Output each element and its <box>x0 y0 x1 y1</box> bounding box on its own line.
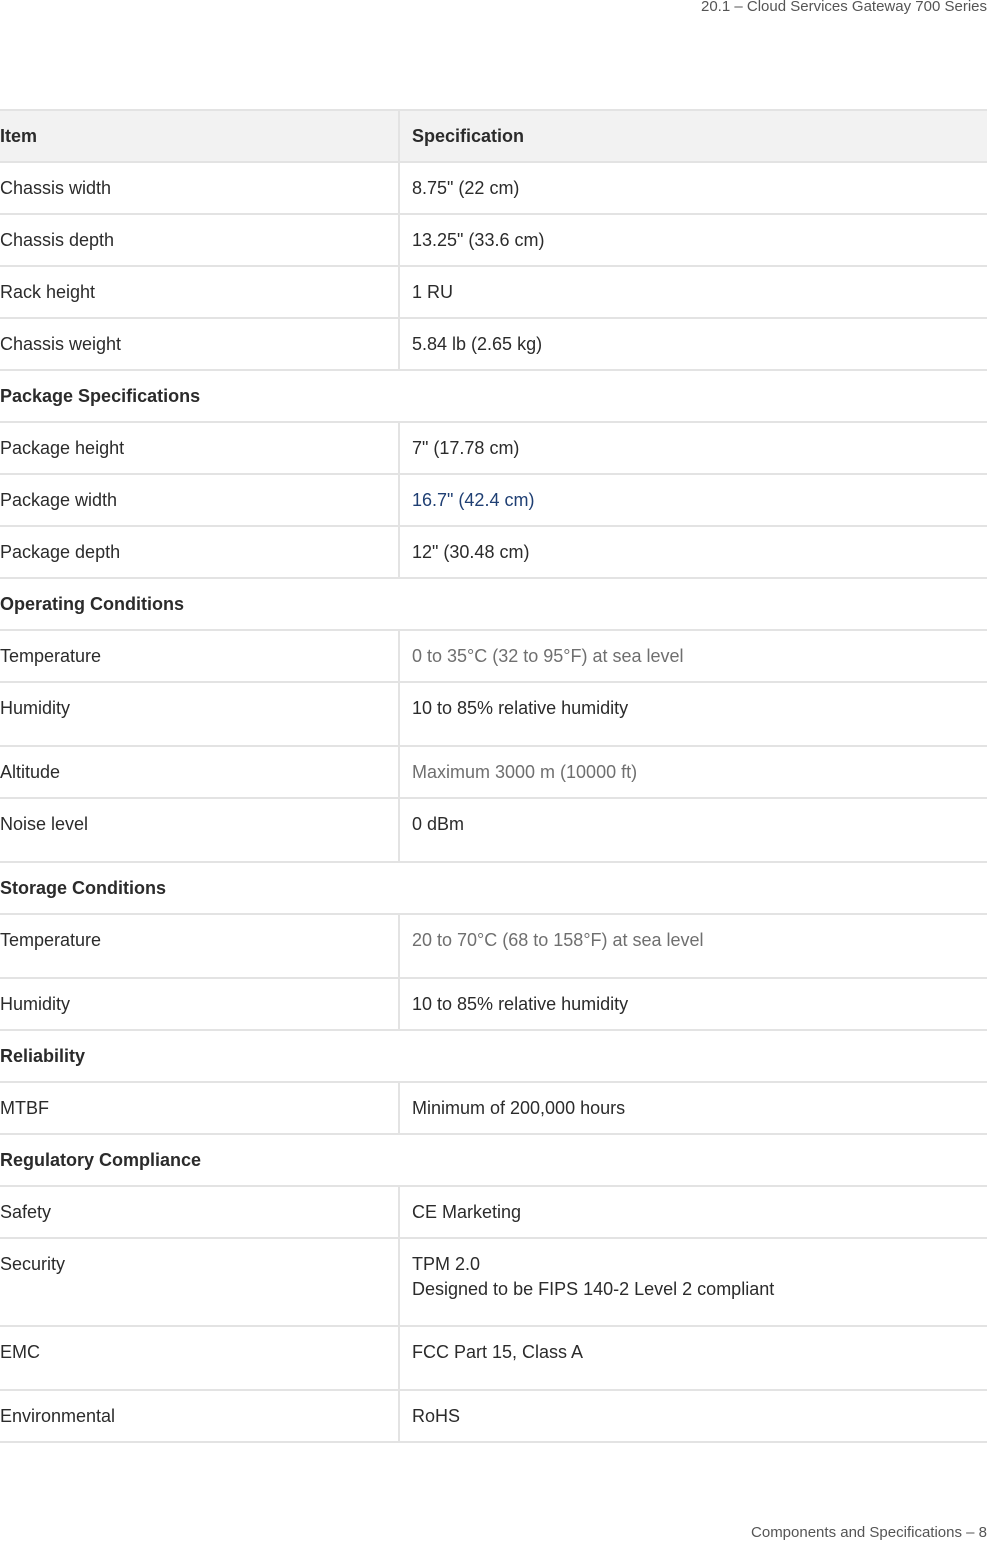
table-row <box>0 682 987 746</box>
value-cell: 1 RU <box>399 266 987 318</box>
section-heading-storage: Storage Conditions <box>0 862 987 914</box>
table-row <box>0 798 987 862</box>
section-heading-regulatory: Regulatory Compliance <box>0 1134 987 1186</box>
value-cell: CE Marketing <box>399 1186 987 1238</box>
table-row <box>0 914 987 978</box>
section-heading-row <box>0 1030 987 1082</box>
item-cell: Chassis weight <box>0 318 399 370</box>
item-cell: Package depth <box>0 526 399 578</box>
item-cell: Altitude <box>0 746 399 798</box>
item-cell: EMC <box>0 1326 399 1390</box>
table-row <box>0 1326 987 1390</box>
table-row <box>0 526 987 578</box>
item-cell: Noise level <box>0 798 399 862</box>
column-header-specification: Specification <box>399 110 987 162</box>
value-cell: 0 dBm <box>399 798 987 862</box>
table-row <box>0 474 987 526</box>
table-row <box>0 214 987 266</box>
value-line: TPM 2.0 <box>412 1254 481 1274</box>
item-cell: Package width <box>0 474 399 526</box>
item-cell: Chassis depth <box>0 214 399 266</box>
section-heading-reliability: Reliability <box>0 1030 987 1082</box>
value-cell <box>399 1238 987 1326</box>
value-line: Designed to be FIPS 140-2 Level 2 compliant <box>412 1279 775 1299</box>
table-row <box>0 1238 987 1326</box>
running-footer: Components and Specifications – 8 <box>751 1524 987 1541</box>
item-cell: Security <box>0 1238 399 1326</box>
item-cell: Humidity <box>0 682 399 746</box>
table-row <box>0 1390 987 1442</box>
value-cell: FCC Part 15, Class A <box>399 1326 987 1390</box>
section-heading-package: Package Specifications <box>0 370 987 422</box>
table-row <box>0 266 987 318</box>
value-cell: 8.75" (22 cm) <box>399 162 987 214</box>
section-heading-row <box>0 370 987 422</box>
item-cell: Package height <box>0 422 399 474</box>
value-cell: 16.7" (42.4 cm) <box>399 474 987 526</box>
table-row <box>0 318 987 370</box>
value-cell: 7" (17.78 cm) <box>399 422 987 474</box>
item-cell: MTBF <box>0 1082 399 1134</box>
running-header: 20.1 – Cloud Services Gateway 700 Series <box>701 0 987 15</box>
table-row <box>0 630 987 682</box>
section-heading-row <box>0 862 987 914</box>
column-header-item: Item <box>0 110 399 162</box>
item-cell: Temperature <box>0 630 399 682</box>
table-row <box>0 162 987 214</box>
table-row <box>0 978 987 1030</box>
item-cell: Humidity <box>0 978 399 1030</box>
section-heading-row <box>0 578 987 630</box>
item-cell: Safety <box>0 1186 399 1238</box>
item-cell: Environmental <box>0 1390 399 1442</box>
item-cell: Chassis width <box>0 162 399 214</box>
table-row <box>0 746 987 798</box>
table-row <box>0 1186 987 1238</box>
value-cell: RoHS <box>399 1390 987 1442</box>
section-heading-operating: Operating Conditions <box>0 578 987 630</box>
value-cell: 10 to 85% relative humidity <box>399 682 987 746</box>
table-row <box>0 1082 987 1134</box>
item-cell: Rack height <box>0 266 399 318</box>
specifications-table <box>0 109 987 1443</box>
value-cell: 0 to 35°C (32 to 95°F) at sea level <box>399 630 987 682</box>
section-heading-row <box>0 1134 987 1186</box>
value-cell: 12" (30.48 cm) <box>399 526 987 578</box>
value-cell: 13.25" (33.6 cm) <box>399 214 987 266</box>
table-row <box>0 422 987 474</box>
item-cell: Temperature <box>0 914 399 978</box>
value-cell: 5.84 lb (2.65 kg) <box>399 318 987 370</box>
value-cell: Minimum of 200,000 hours <box>399 1082 987 1134</box>
value-cell: Maximum 3000 m (10000 ft) <box>399 746 987 798</box>
value-cell: 20 to 70°C (68 to 158°F) at sea level <box>399 914 987 978</box>
table-header-row <box>0 110 987 162</box>
value-cell: 10 to 85% relative humidity <box>399 978 987 1030</box>
